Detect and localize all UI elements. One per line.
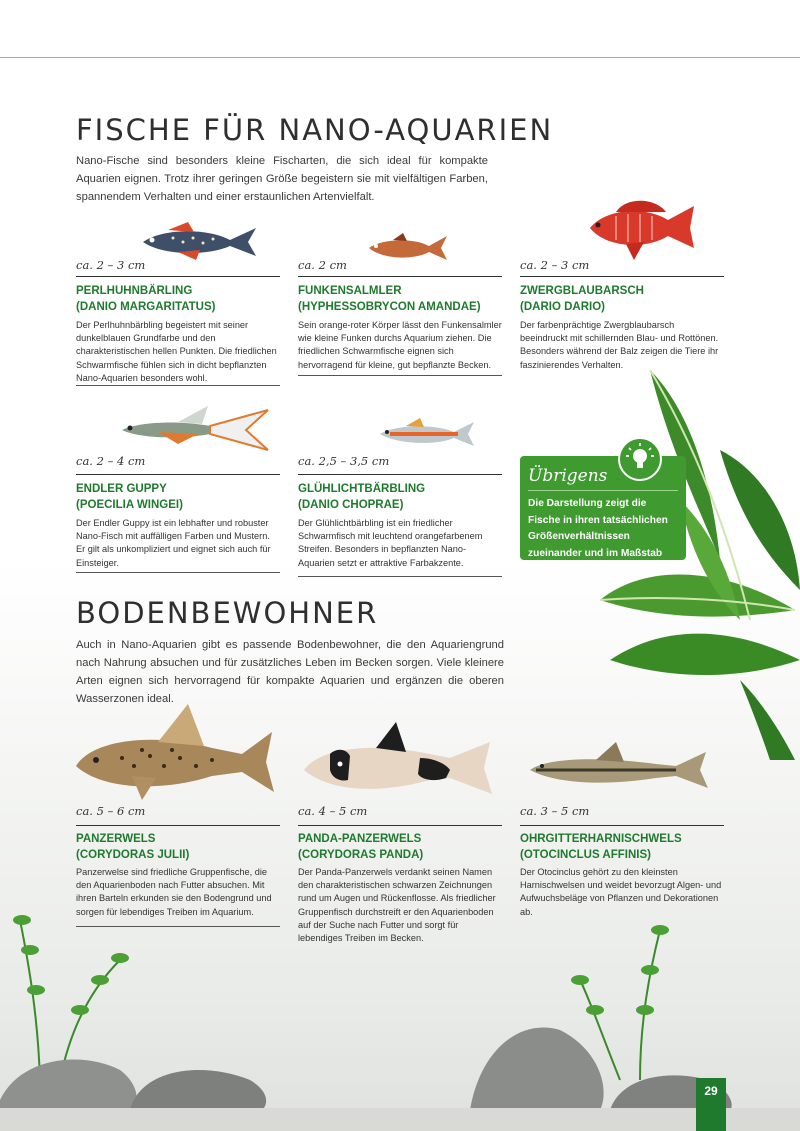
aquarium-floor-image xyxy=(0,900,800,1131)
info-box xyxy=(520,456,686,575)
fish-size: ca. 2,5 – 3,5 cm xyxy=(298,454,390,468)
fish-name: FUNKENSALMLER (HYPHESSOBRYCON AMANDAE) xyxy=(298,285,481,313)
fish-description: Sein orange-roter Körper lässt den Funkensalmler wie kleine Funken durchs Aquarium ziehen. Die friedlichen Schwarmfische eignen sich hervorragend für kleine, gut bepflanzte Becken. xyxy=(298,320,502,370)
section-intro-nano-fish: Nano-Fische sind besonders kleine Fischarten, die sich ideal für kompakte Aquarien eignen. Trotz ihrer geringen Größe begeistern sie mit vielfältigen Farben, spannendem Verhalten und einer erstaunlichen Artenvielfalt. xyxy=(76,155,488,203)
fish-name: GLÜHLICHTBÄRBLING (DANIO CHOPRAE) xyxy=(298,483,426,511)
fish-name: PANDA-PANZERWELS (CORYDORAS PANDA) xyxy=(298,833,424,861)
card-bottom-line xyxy=(298,375,502,376)
info-box-title: Übrigens xyxy=(528,466,608,486)
fish-description: Der farbenprächtige Zwergblaubarsch beeindruckt mit schillernden Blau- und Rottönen. Besonders während der Balz zeigen die Tiere ihr faszinierendes Verhalten. xyxy=(520,320,719,370)
fish-size: ca. 2 cm xyxy=(298,258,347,272)
section-title-nano-fish: FISCHE FÜR NANO-AQUARIEN xyxy=(76,113,554,147)
fish-description: Der Panda-Panzerwels verdankt seinen Namen den charakteristischen schwarzen Zeichnungen rund um Augen und Rückenflosse. Als friedlicher Gruppenfisch durchstreift er den Aquarienboden auf der Suche nach Futter und sorgt für lebendiges Treiben im Becken. xyxy=(298,867,496,944)
fish-description: Panzerwelse sind friedliche Gruppenfische, die den Aquarienboden nach Futter absuchen. Mit ihren Barteln erkunden sie den Bodengrund und sorgen für lebendiges Treiben im Aquarium. xyxy=(76,867,272,917)
fish-size: ca. 4 – 5 cm xyxy=(298,804,368,818)
card-divider xyxy=(76,276,280,277)
fish-image-funkensalmler xyxy=(365,230,450,264)
top-divider xyxy=(0,57,800,58)
card-bottom-line xyxy=(298,576,502,577)
fish-size: ca. 2 – 3 cm xyxy=(520,258,590,272)
info-box-divider xyxy=(528,490,678,491)
fish-image-endler-guppy xyxy=(118,402,274,456)
fish-size: ca. 3 – 5 cm xyxy=(520,804,590,818)
card-divider xyxy=(298,474,502,475)
fish-description: Der Perlhuhnbärbling begeistert mit seiner dunkelblauen Grundfarbe und den charakteristischen hellen Punkten. Die friedlichen Schwarmfische fühlen sich in dicht bepflanzten Nano-Aquarien besonders wohl. xyxy=(76,320,277,383)
card-divider xyxy=(298,825,502,826)
fish-description: Der Endler Guppy ist ein lebhafter und robuster Nano-Fisch mit auffälligen Farben und Mustern. Er gilt als unkompliziert und eignet sich auch für Einsteiger. xyxy=(76,518,271,568)
card-divider xyxy=(76,474,280,475)
info-box-text: Die Darstellung zeigt die Fische in ihren tatsächlichen Größenverhältnissen zueinander und im Maßstab 1:1. xyxy=(528,498,668,575)
fish-image-ohrgitterharnischwels xyxy=(526,736,710,798)
card-divider xyxy=(76,825,280,826)
section-title-bottom-dwellers: BODENBEWOHNER xyxy=(76,596,379,630)
page-number: 29 xyxy=(696,1078,726,1131)
fish-name: PANZERWELS (CORYDORAS JULII) xyxy=(76,833,190,861)
card-bottom-line xyxy=(76,385,280,386)
fish-description: Der Otocinclus gehört zu den kleinsten Harnischwelsen und weidet bevorzugt Algen- und Aufwuchsbeläge von Pflanzen und Dekorationen ab. xyxy=(520,867,722,917)
fish-name: ENDLER GUPPY (POECILIA WINGEI) xyxy=(76,483,183,511)
card-divider xyxy=(520,825,724,826)
fish-size: ca. 2 – 3 cm xyxy=(76,258,146,272)
fish-description: Der Glühlichtbärbling ist ein friedlicher Schwarmfisch mit leuchtend orangefarbenem Streifen. Besonders in bepflanzten Nano-Aquarien setzt er attraktive Farbakzente. xyxy=(298,518,483,568)
fish-image-zwergblaubarsch xyxy=(586,192,700,262)
fish-size: ca. 2 – 4 cm xyxy=(76,454,146,468)
fish-name: OHRGITTERHARNISCHWELS (OTOCINCLUS AFFINIS) xyxy=(520,833,682,861)
fish-name: PERLHUHNBÄRLING (DANIO MARGARITATUS) xyxy=(76,285,216,313)
fish-image-panzerwels xyxy=(72,696,278,806)
fish-name: ZWERGBLAUBARSCH (DARIO DARIO) xyxy=(520,285,644,313)
fish-size: ca. 5 – 6 cm xyxy=(76,804,146,818)
fish-image-panda-panzerwels xyxy=(300,718,496,804)
card-divider xyxy=(520,276,724,277)
card-bottom-line xyxy=(76,572,280,573)
card-divider xyxy=(298,276,502,277)
section-intro-bottom-dwellers: Auch in Nano-Aquarien gibt es passende Bodenbewohner, die den Aquariengrund nach Nahrung absuchen und für zusätzliches Leben im Becken sorgen. Viele kleinere Arten eignen sich hervorragend für kompakte Aquarien und ergänzen die oberen Wasserzonen ideal. xyxy=(76,639,504,705)
fish-image-gluehlichtbaerbling xyxy=(376,414,478,454)
fish-image-perlhuhnbaerling xyxy=(138,218,260,264)
lightbulb-icon xyxy=(618,437,662,481)
